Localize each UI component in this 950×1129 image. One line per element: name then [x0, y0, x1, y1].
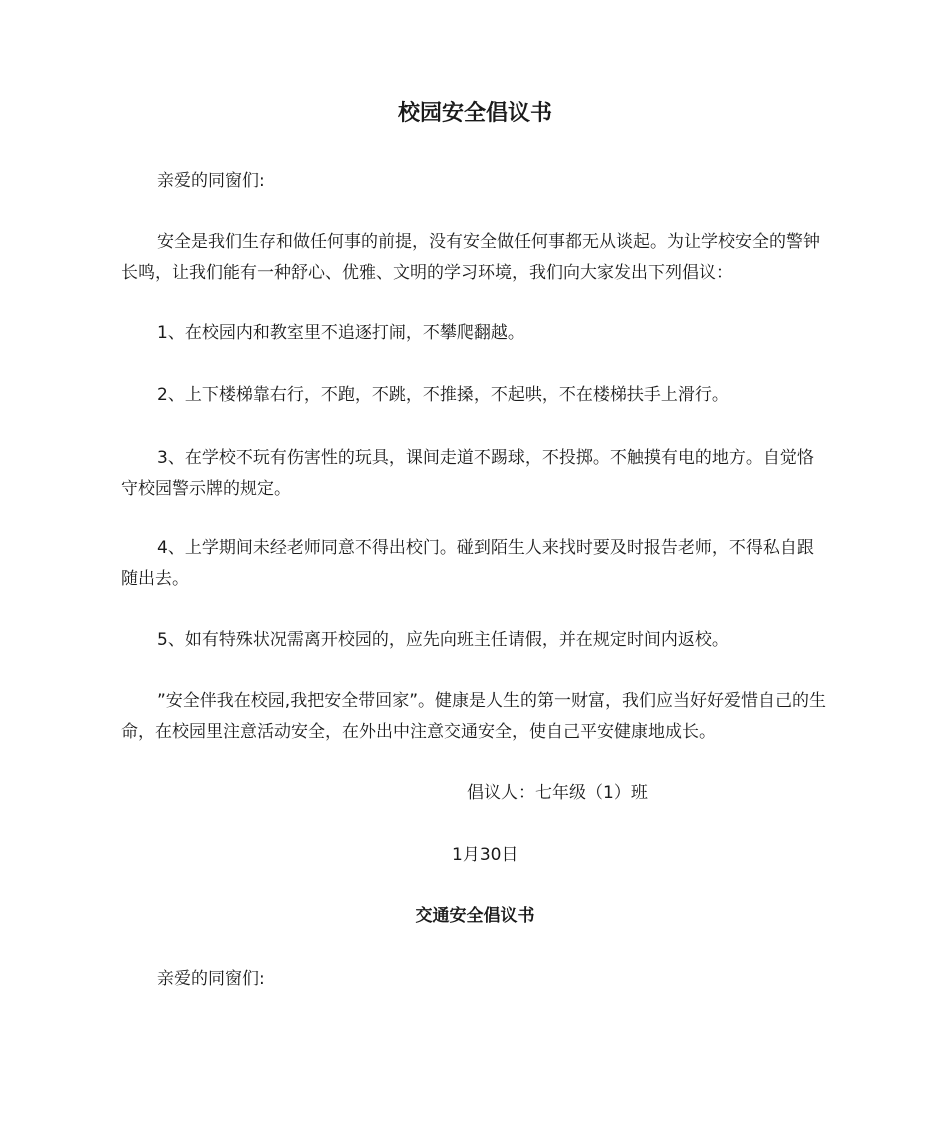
second-greeting: 亲爱的同窗们:	[157, 969, 265, 989]
item-1: 1、在校园内和教室里不追逐打闹，不攀爬翻越。	[157, 323, 525, 343]
item-3: 3、在学校不玩有伤害性的玩具，课间走道不踢球，不投掷。不触摸有电的地方。自觉恪守校园警示牌的规定。	[121, 448, 814, 499]
greeting: 亲爱的同窗们:	[157, 171, 265, 191]
item-4: 4、上学期间未经老师同意不得出校门。碰到陌生人来找时要及时报告老师，不得私自跟随出去。	[121, 538, 814, 589]
closing-paragraph: ”安全伴我在校园,我把安全带回家”。健康是人生的第一财富，我们应当好好爱惜自己的生命，在校园里注意活动安全，在外出中注意交通安全，使自己平安健康地成长。	[121, 691, 827, 742]
intro-paragraph: 安全是我们生存和做任何事的前提，没有安全做任何事都无从谈起。为让学校安全的警钟长鸣，让我们能有一种舒心、优雅、文明的学习环境，我们向大家发出下列倡议：	[121, 232, 820, 283]
date: 1月30日	[452, 845, 519, 865]
signer: 倡议人：七年级（1）班	[467, 783, 648, 803]
item-2: 2、上下楼梯靠右行，不跑，不跳，不推搡，不起哄，不在楼梯扶手上滑行。	[157, 385, 729, 405]
document-title: 校园安全倡议书	[397, 101, 552, 126]
second-document-title: 交通安全倡议书	[415, 906, 535, 926]
item-5: 5、如有特殊状况需离开校园的，应先向班主任请假，并在规定时间内返校。	[157, 630, 729, 650]
